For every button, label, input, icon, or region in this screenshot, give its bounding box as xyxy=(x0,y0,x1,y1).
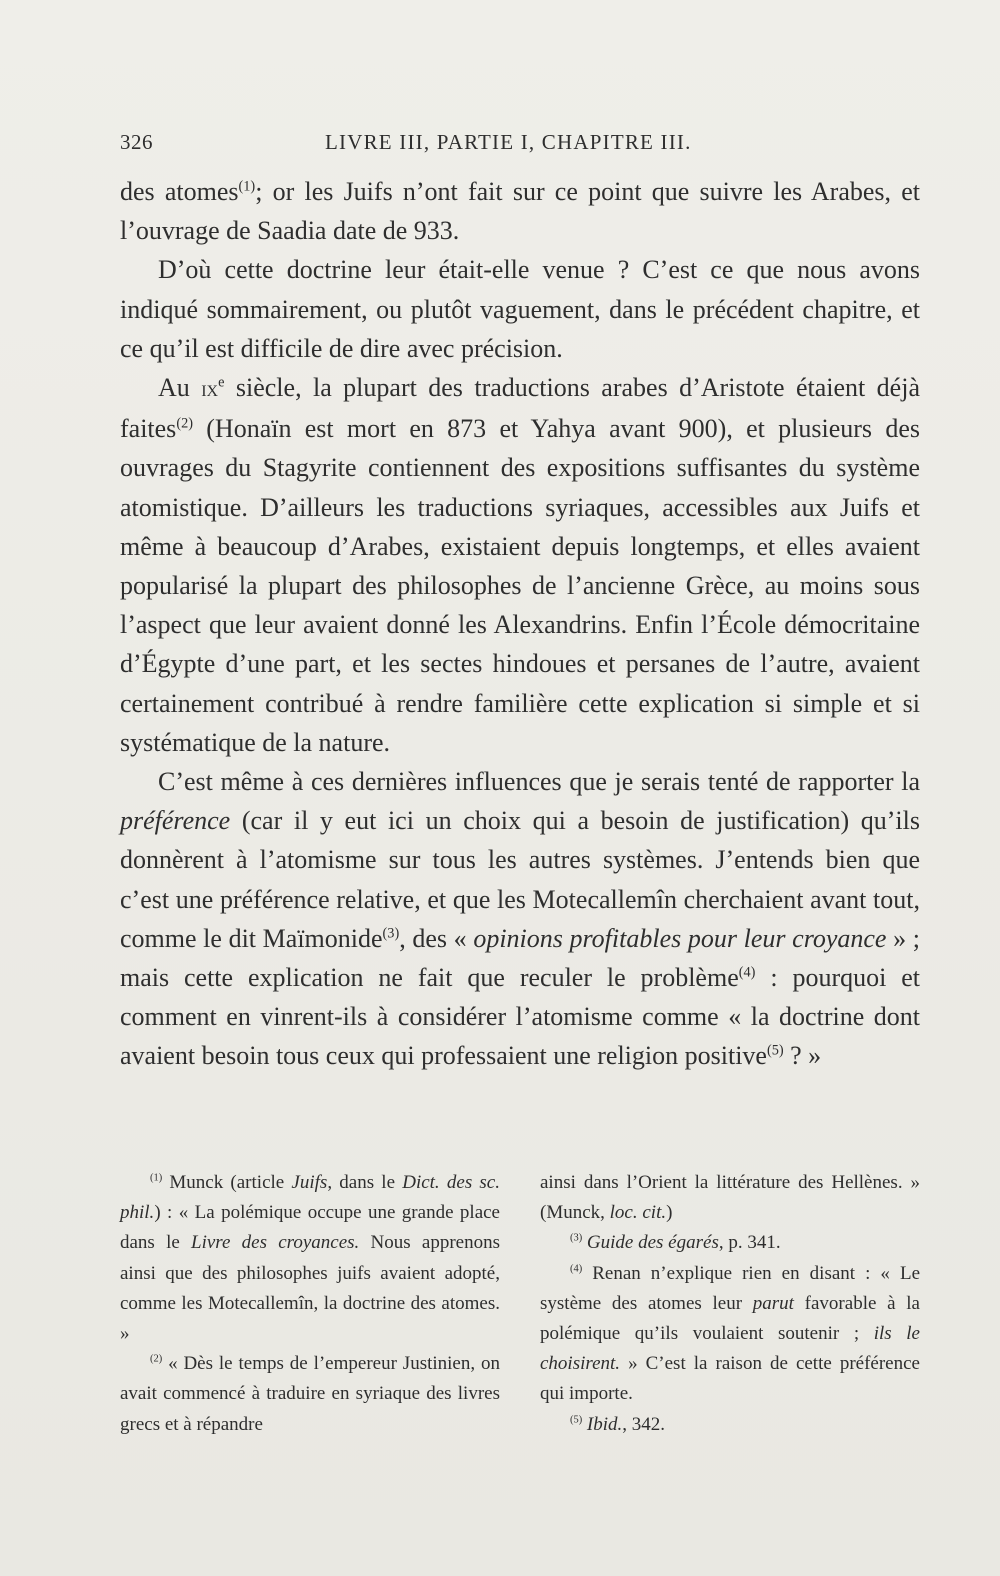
running-head: LIVRE III, PARTIE I, CHAPITRE III. xyxy=(325,130,692,154)
footnote-ref-4: (4) xyxy=(738,964,756,981)
footnote-ref-5: (5) xyxy=(766,1042,784,1059)
footnote-ref-2: (2) xyxy=(176,415,193,432)
paragraph-3: Au $ix^e$ siècle, la plupart des traductions arabes d’Aristote étaient déjà faites$^{(2)}$ (Honaïn est mort en 873 et Yahya avant 900), et plusieurs des ouvrages du Stagyrite contiennent des expositions suffisantes du système atomistique. D’ailleurs les traductions syriaques, accessibles aux Juifs et même à beaucoup d’Arabes, existaient depuis longtemps, et elles avaient popularisé la plupart des philosophes de l’ancienne Grèce, au moins sous l’aspect que leur avaient donné les Alexandrins. Enfin l’École démocritaine d’Égypte d’une part, et les sectes hindoues et persanes de l’autre, avaient certainement contribué à rendre familière cette explication si simple et si systématique de la nature. xyxy=(120,373,920,757)
footnote-2: $^{(2)}$ « Dès le temps de l’empereur Justinien, on avait commencé à traduire en syriaque des livres grecs et à répandre xyxy=(120,1353,500,1435)
paragraph-4: C’est même à ces dernières influences que je serais tenté de rapporter la préférence (car il y eut ici un choix qui a besoin de justification) qu’ils donnèrent à l’atomisme sur tous les autres systèmes. J’entends bien que c’est une préférence relative, et que les Motecallemîn cherchaient avant tout, comme le dit Maïmonide$^{(3)}$, des « opinions profitables pour leur croyance » ; mais cette explication ne fait que reculer le problème$^{(4)}$ : pourquoi et comment en vinrent-ils à considérer l’atomisme comme « la doctrine dont avaient besoin tous ceux qui professaient une religion positive$^{(5)}$ ? » xyxy=(120,767,920,1071)
footnotes-left-column xyxy=(120,1168,500,1440)
footnote-ref-3: (3) xyxy=(382,925,400,942)
emphasis-preference: préférence xyxy=(120,806,231,836)
page-number: 326 xyxy=(120,130,153,154)
footnote-ref-1: (1) xyxy=(238,178,256,195)
footnote-3: $^{(3)}$ Guide des égarés, p. 341. xyxy=(570,1232,781,1254)
footnote-2-continued: ainsi dans l’Orient la littérature des Hellènes. » (Munck, loc. cit.) xyxy=(540,1172,920,1224)
footnotes xyxy=(120,1168,920,1440)
paragraph-1: des atomes$^{(1)}$; or les Juifs n’ont fait sur ce point que suivre les Arabes, et l’ouvrage de Saadia date de 933. xyxy=(120,177,920,246)
century-numeral: ix xyxy=(201,376,219,403)
footnotes-right-column xyxy=(540,1168,920,1440)
page-header xyxy=(120,124,920,164)
footnote-4: $^{(4)}$ Renan n’explique rien en disant : « Le système des atomes leur parut favorable à la polémique qu’ils voulaient soutenir ; ils le choisirent. » C’est la raison de cette préférence qui importe. xyxy=(540,1262,920,1405)
emphasis-quote: opinions profitables pour leur croyance xyxy=(473,923,887,953)
footnote-5: $^{(5)}$ Ibid., 342. xyxy=(570,1413,666,1435)
footnote-1: $^{(1)}$ Munck (article Juifs, dans le Dict. des sc. phil.) : « La polémique occupe une grande place dans le Livre des croyances. Nous apprenons ainsi que des philosophes juifs avaient adopté, comme les Motecallemîn, la doctrine des atomes. » xyxy=(120,1172,500,1345)
paragraph-2: D’où cette doctrine leur était-elle venue ? C’est ce que nous avons indiqué sommairement, ou plutôt vaguement, dans le précédent chapitre, et ce qu’il est difficile de dire avec précision. xyxy=(120,255,920,363)
main-text xyxy=(120,172,920,1076)
